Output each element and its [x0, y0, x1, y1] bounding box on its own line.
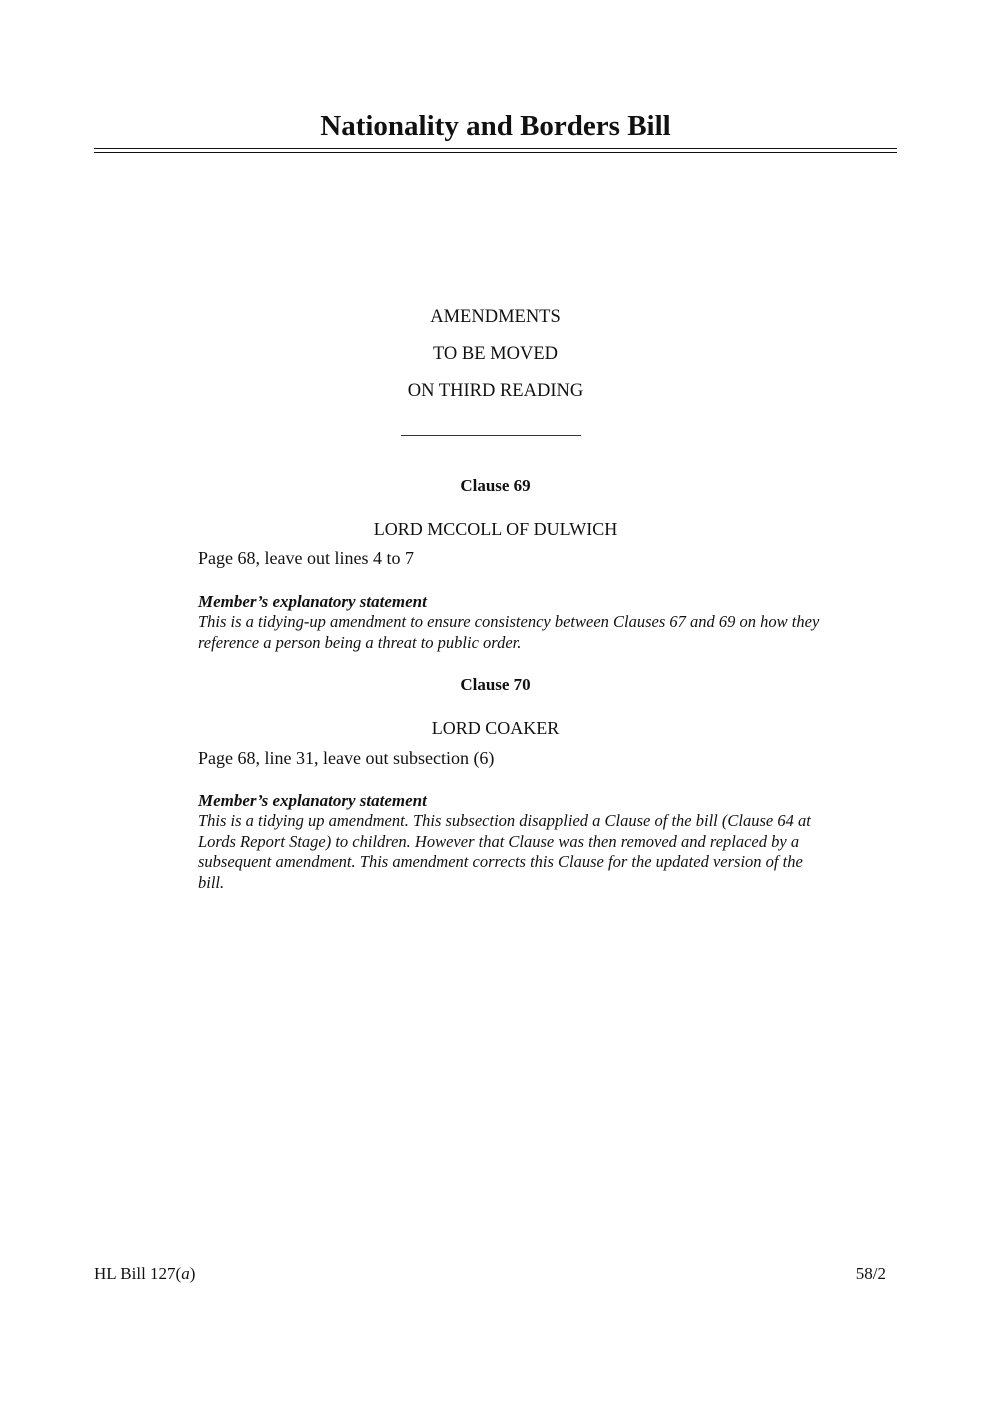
statement-line: Lords Report Stage) to children. However that Clause was then removed and replaced by a [198, 831, 800, 851]
heading-line-third-reading: ON THIRD READING [407, 381, 584, 401]
statement-line: subsequent amendment. This amendment corrects this Clause for the updated version of the [198, 852, 803, 871]
bill-reference-close: ) [189, 1264, 196, 1283]
explanatory-statement [198, 591, 898, 653]
clause-heading: Clause 69 [460, 476, 531, 495]
bill-reference-prefix: HL Bill 127( [94, 1264, 182, 1283]
statement-heading: Member’s explanatory statement [198, 592, 427, 611]
statement-heading: Member’s explanatory statement [198, 791, 427, 810]
title-double-rule [94, 148, 897, 153]
page-title: Nationality and Borders Bill [320, 110, 671, 142]
heading-line-to-be-moved: TO BE MOVED [432, 344, 559, 364]
clause-heading: Clause 70 [460, 675, 531, 694]
heading-line-amendments: AMENDMENTS [430, 307, 561, 327]
member-name: LORD MCCOLL OF DULWICH [373, 519, 618, 539]
amendment-text: Page 68, leave out lines 4 to 7 [198, 548, 414, 568]
statement-line: bill. [198, 872, 225, 892]
member-name: LORD COAKER [431, 718, 560, 738]
amendment-text: Page 68, line 31, leave out subsection (6) [198, 748, 495, 768]
section-divider [401, 435, 581, 436]
statement-line: This is a tidying up amendment. This subsection disapplied a Clause of the bill (Clause 64 at [198, 811, 811, 830]
bill-reference-suffix: a [181, 1264, 190, 1283]
bill-reference [94, 1263, 195, 1285]
page-reference: 58/2 [855, 1264, 886, 1283]
statement-line: This is a tidying-up amendment to ensure consistency between Clauses 67 and 69 on how they [198, 612, 820, 631]
statement-line: reference a person being a threat to public order. [198, 632, 522, 652]
explanatory-statement [198, 790, 898, 893]
